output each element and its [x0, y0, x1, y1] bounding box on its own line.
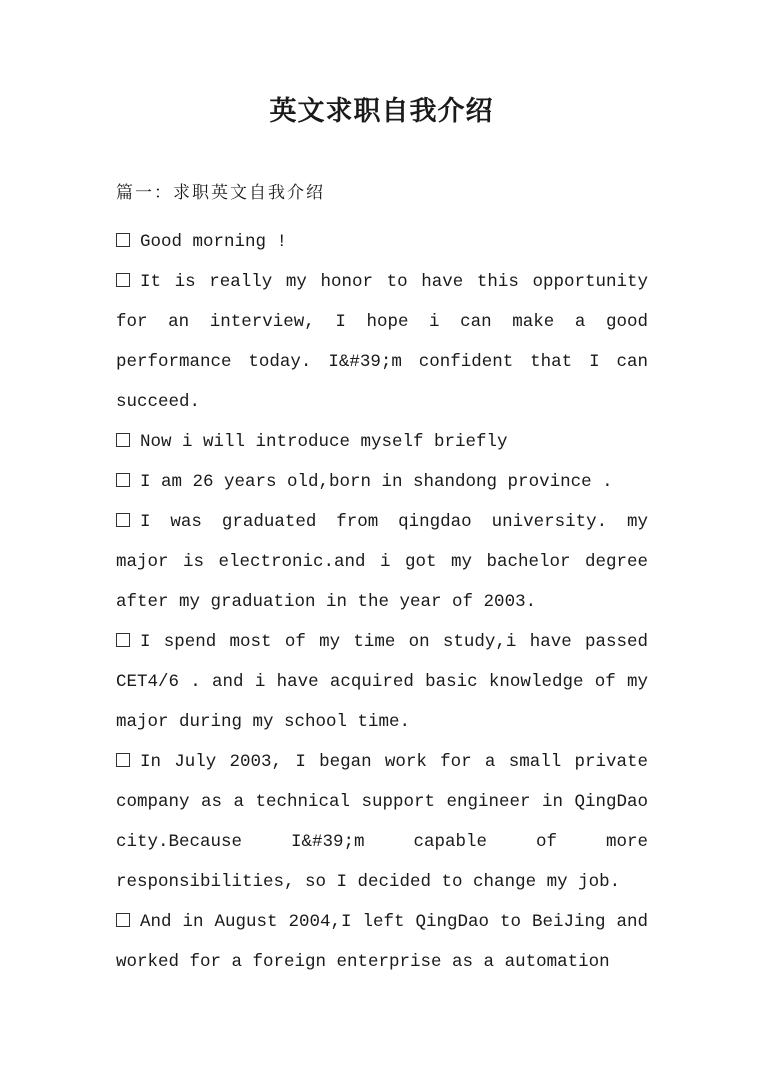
checkbox-square-icon: [116, 473, 130, 487]
paragraph: [116, 422, 648, 462]
paragraph: [116, 222, 648, 262]
checkbox-square-icon: [116, 913, 130, 927]
paragraph-text: Good morning !: [140, 232, 288, 252]
paragraph: [116, 902, 648, 982]
paragraph-text: I am 26 years old,born in shandong province .: [140, 472, 613, 492]
checkbox-square-icon: [116, 753, 130, 767]
document-body: [116, 222, 648, 982]
paragraph-text: It is really my honor to have this opportunity for an interview, I hope i can make a good performance today. I&#39;m confident that I can succeed.: [116, 272, 648, 412]
paragraph: [116, 622, 648, 742]
document-title: 英文求职自我介绍: [269, 96, 494, 127]
paragraph: [116, 742, 648, 902]
checkbox-square-icon: [116, 633, 130, 647]
checkbox-square-icon: [116, 233, 130, 247]
paragraph-text: I spend most of my time on study,i have passed CET4/6 . and i have acquired basic knowledge of my major during my school time.: [116, 632, 648, 732]
checkbox-square-icon: [116, 513, 130, 527]
paragraph-text: In July 2003, I began work for a small private company as a technical support engineer in QingDao city.Because I&#39;m capable of more responsibilities, so I decided to change my job.: [116, 752, 648, 892]
paragraph: [116, 502, 648, 622]
paragraph: [116, 462, 648, 502]
paragraph-text: Now i will introduce myself briefly: [140, 432, 508, 452]
paragraph-text: And in August 2004,I left QingDao to BeiJing and worked for a foreign enterprise as a automation: [116, 912, 648, 972]
checkbox-square-icon: [116, 273, 130, 287]
paragraph: [116, 262, 648, 422]
checkbox-square-icon: [116, 433, 130, 447]
paragraph-text: I was graduated from qingdao university. my major is electronic.and i got my bachelor degree after my graduation in the year of 2003.: [116, 512, 648, 612]
section-heading: 篇一：求职英文自我介绍: [116, 183, 325, 203]
